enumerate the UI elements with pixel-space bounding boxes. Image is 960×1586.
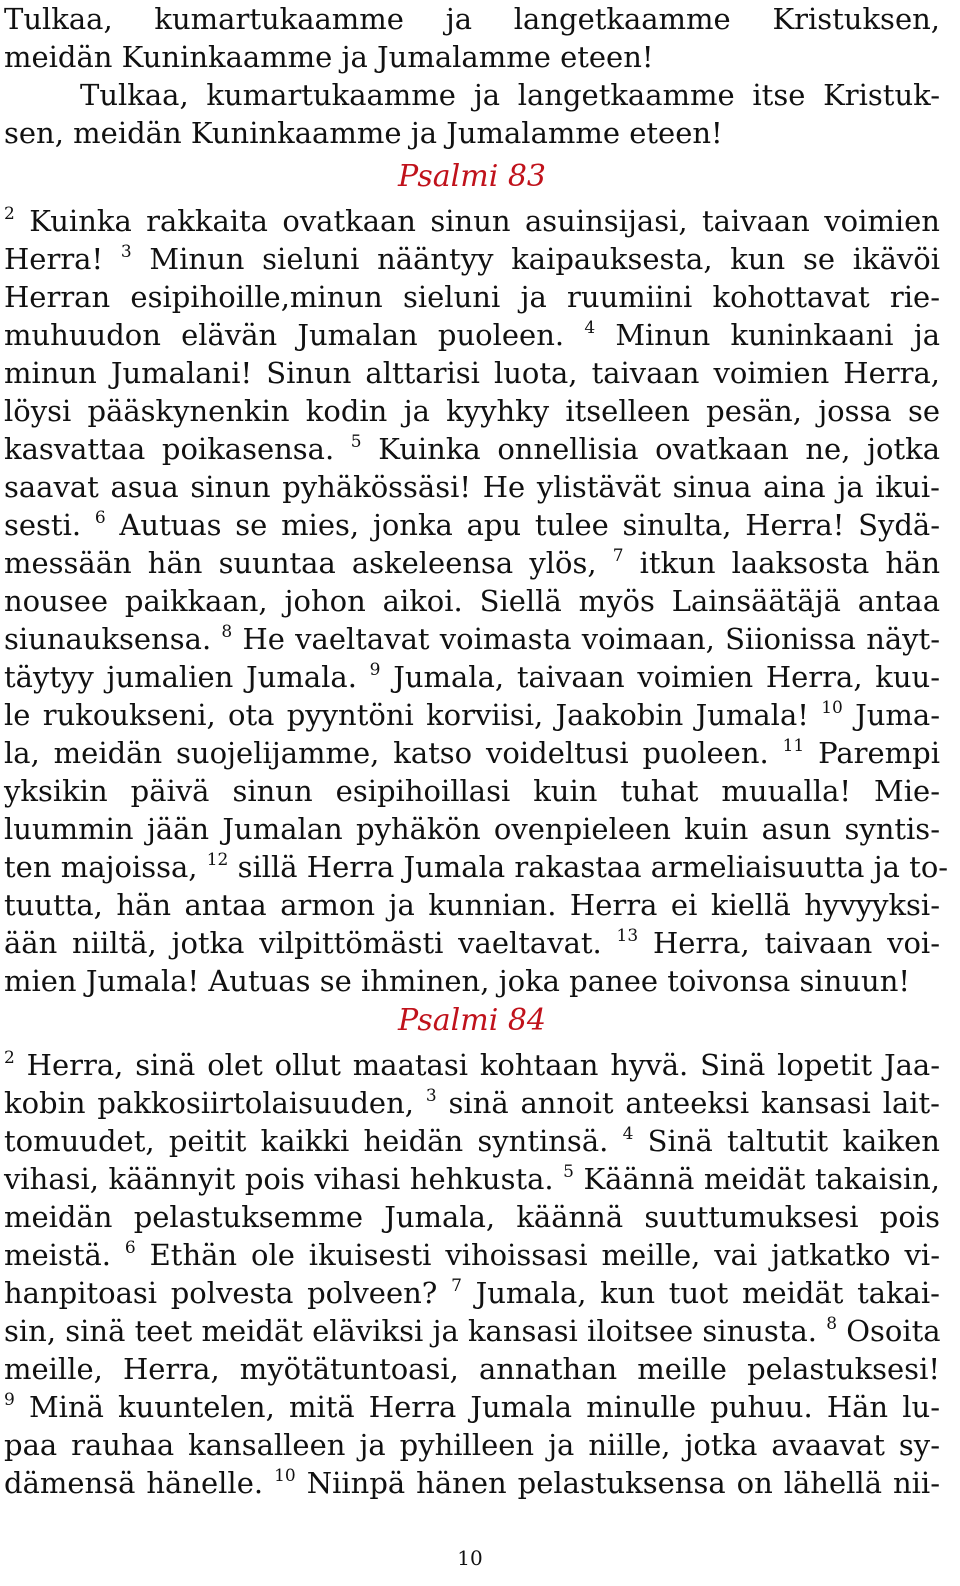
text-line: meille, Herra, myötätuntoasi, annathan meille pelastuksesi!: [4, 1352, 940, 1386]
text-line: $^2$ Herra, sinä olet ollut maatasi kohtaan hyvä. Sinä lopetit Jaa-: [4, 1048, 940, 1082]
text-line: sin, sinä teet meidät eläviksi ja kansasi iloitsee sinusta. $^8$ Osoita: [4, 1314, 941, 1348]
verse-number: 8: [826, 1314, 838, 1334]
text-line: sen, meidän Kuninkaamme ja Jumalamme eteen!: [4, 116, 723, 150]
text-line: $^9$ Minä kuuntelen, mitä Herra Jumala minulle puhuu. Hän lu-: [4, 1390, 940, 1424]
verse-number: 3: [425, 1086, 437, 1106]
text-line: paa rauhaa kansalleen ja pyhilleen ja niille, jotka avaavat sy-: [4, 1428, 940, 1462]
verse-number: 7: [451, 1276, 462, 1296]
verse-number: 9: [369, 660, 381, 680]
verse-number: 10: [274, 1466, 296, 1486]
text-line: ään niiltä, jotka vilpittömästi vaeltavat. $^{13}$ Herra, taivaan voi-: [4, 926, 940, 960]
verse-number: 7: [612, 546, 624, 566]
text-line: hanpitoasi polvesta polveen? $^7$ Jumala, kun tuot meidät takai-: [4, 1276, 940, 1310]
text-line: tuutta, hän antaa armon ja kunnian. Herra ei kiellä hyvyyksi-: [4, 888, 940, 922]
text-line: vihasi, käännyit pois vihasi hehkusta. $^5$ Käännä meidät takaisin,: [4, 1162, 941, 1196]
verse-number: 5: [350, 432, 362, 452]
text-line: muhuudon elävän Jumalan puoleen. $^4$ Minun kuninkaani ja: [4, 318, 941, 352]
verse-number: 3: [120, 242, 132, 262]
psalm-heading: Psalmi 83: [397, 159, 546, 194]
verse-number: 9: [4, 1390, 15, 1410]
verse-number: 2: [4, 204, 15, 224]
text-line: Herran esipihoille,minun sieluni ja ruumiini kohottavat rie-: [4, 280, 940, 314]
verse-number: 6: [124, 1238, 136, 1258]
verse-number: 13: [616, 926, 639, 946]
text-line: ten majoissa, $^{12}$ sillä Herra Jumala rakastaa armeliaisuutta ja to-: [4, 850, 949, 884]
text-line: meidän Kuninkaamme ja Jumalamme eteen!: [4, 40, 654, 74]
text-line: kasvattaa poikasensa. $^5$ Kuinka onnellisia ovatkaan ne, jotka: [4, 432, 941, 466]
text-line: nousee paikkaan, johon aikoi. Siellä myös Lainsäätäjä antaa: [4, 584, 940, 618]
text-line: $^2$ Kuinka rakkaita ovatkaan sinun asuinsijasi, taivaan voimien: [4, 204, 940, 238]
verse-number: 2: [4, 1048, 15, 1068]
text-line: Tulkaa, kumartukaamme ja langetkaamme Kristuksen,: [4, 2, 940, 36]
verse-number: 4: [584, 318, 596, 338]
text-line: Tulkaa, kumartukaamme ja langetkaamme itse Kristuk-: [80, 78, 940, 112]
text-line: meistä. $^6$ Ethän ole ikuisesti vihoissasi meille, vai jatkatko vi-: [4, 1238, 940, 1272]
text-line: le rukoukseni, ota pyyntöni korviisi, Jaakobin Jumala! $^{10}$ Juma-: [4, 698, 940, 732]
verse-number: 8: [221, 622, 233, 642]
text-line: yksikin päivä sinun esipihoillasi kuin tuhat muualla! Mie-: [4, 774, 940, 808]
text-line: minun Jumalani! Sinun alttarisi luota, taivaan voimien Herra,: [4, 356, 940, 390]
verse-number: 12: [206, 850, 229, 870]
verse-number: 5: [563, 1162, 574, 1182]
text-line: Herra! $^3$ Minun sieluni nääntyy kaipauksesta, kun se ikävöi: [4, 242, 940, 276]
text-line: täytyy jumalien Jumala. $^9$ Jumala, taivaan voimien Herra, kuu-: [4, 660, 940, 694]
text-line: messään hän suuntaa askeleensa ylös, $^7$ itkun laaksosta hän: [4, 546, 941, 580]
text-line: kobin pakkosiirtolaisuuden, $^3$ sinä annoit anteeksi kansasi lait-: [4, 1086, 940, 1120]
verse-number: 11: [782, 736, 805, 756]
text-line: tomuudet, peitit kaikki heidän syntinsä. $^4$ Sinä taltutit kaiken: [4, 1124, 940, 1158]
text-line: sesti. $^6$ Autuas se mies, jonka apu tulee sinulta, Herra! Sydä-: [4, 508, 941, 542]
text-line: saavat asua sinun pyhäkössäsi! He ylistävät sinua aina ja ikui-: [4, 470, 940, 504]
text-line: la, meidän suojelijamme, katso voideltusi puoleen. $^{11}$ Parempi: [4, 736, 940, 770]
psalm-heading: Psalmi 84: [397, 1003, 546, 1038]
verse-number: 4: [622, 1124, 634, 1144]
text-line: luummin jään Jumalan pyhäkön ovenpieleen kuin asun syntis-: [4, 812, 940, 846]
text-line: meidän pelastuksemme Jumala, käännä suuttumuksesi pois: [4, 1200, 940, 1234]
page-number: 10: [457, 1546, 483, 1570]
verse-number: 6: [94, 508, 106, 528]
text-line: mien Jumala! Autuas se ihminen, joka panee toivonsa sinuun!: [4, 964, 911, 998]
text-line: dämensä hänelle. $^{10}$ Niinpä hänen pelastuksensa on lähellä nii-: [4, 1466, 940, 1500]
text-line: löysi pääskynenkin kodin ja kyyhky itselleen pesän, jossa se: [4, 394, 940, 428]
text-line: siunauksensa. $^8$ He vaeltavat voimasta voimaan, Siionissa näyt-: [4, 622, 940, 656]
verse-number: 10: [821, 698, 843, 718]
